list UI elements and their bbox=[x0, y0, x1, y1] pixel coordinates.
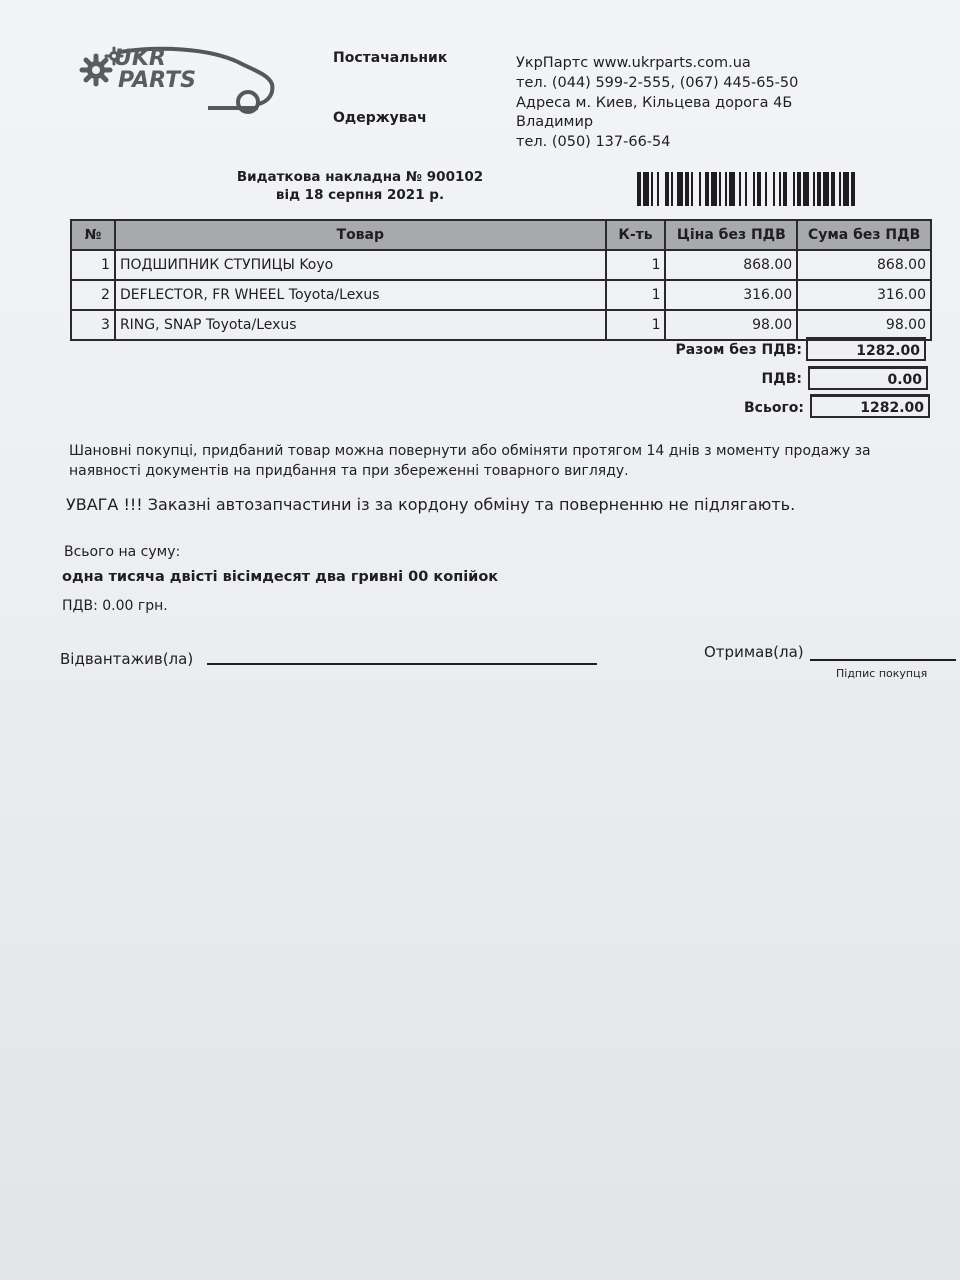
barcode-bar bbox=[719, 172, 721, 206]
barcode-bar bbox=[773, 172, 775, 206]
vat-value: 0.00 bbox=[808, 366, 928, 390]
subtotal-label: Разом без ПДВ: bbox=[675, 342, 802, 358]
recipient-line: Владимир bbox=[516, 114, 594, 130]
barcode-bar bbox=[657, 172, 659, 206]
barcode-bar bbox=[745, 172, 747, 206]
barcode-bar bbox=[823, 172, 829, 206]
row-qty: 1 bbox=[606, 280, 666, 310]
barcode-bar bbox=[783, 172, 787, 206]
col-header-price: Ціна без ПДВ bbox=[665, 220, 797, 250]
supplier-line: Адреса м. Киев, Кільцева дорога 4Б bbox=[516, 95, 793, 111]
barcode-bar bbox=[671, 172, 673, 206]
barcode-bar bbox=[813, 172, 815, 206]
logo-text-bottom: PARTS bbox=[118, 68, 196, 93]
row-item: ПОДШИПНИК СТУПИЦЫ Koyo bbox=[115, 250, 606, 280]
table-row bbox=[71, 310, 931, 340]
sum-label: Всього на суму: bbox=[64, 544, 181, 560]
col-header-number: № bbox=[71, 220, 115, 250]
barcode-bar bbox=[793, 172, 795, 206]
invoice-title: Видаткова накладна № 900102 bbox=[236, 169, 484, 185]
row-price: 316.00 bbox=[665, 280, 797, 310]
total-value: 1282.00 bbox=[810, 394, 930, 418]
recipient-line: тел. (050) 137-66-54 bbox=[516, 134, 671, 150]
vat-label: ПДВ: bbox=[761, 371, 802, 387]
row-sum: 98.00 bbox=[797, 310, 931, 340]
recipient-label: Одержувач bbox=[333, 110, 427, 126]
subtotal-value: 1282.00 bbox=[806, 337, 926, 361]
barcode-bar bbox=[637, 172, 641, 206]
sum-words: одна тисяча двісті вісімдесят два гривні 00 копійок bbox=[62, 569, 499, 585]
barcode-bar bbox=[691, 172, 693, 206]
supplier-line: тел. (044) 599-2-555, (067) 445-65-50 bbox=[516, 75, 799, 91]
barcode-bar bbox=[851, 172, 855, 206]
buyer-signature-caption: Підпис покупця bbox=[836, 667, 928, 680]
barcode-bar bbox=[831, 172, 835, 206]
row-price: 868.00 bbox=[665, 250, 797, 280]
returns-note: Шановні покупці, придбаний товар можна повернути або обміняти протягом 14 днів з моменту продажу за наявності документів на придбання та при збереженні товарного вигляду. bbox=[69, 443, 871, 479]
row-item: DEFLECTOR, FR WHEEL Toyota/Lexus bbox=[115, 280, 606, 310]
table-row bbox=[71, 280, 931, 310]
items-table bbox=[70, 219, 932, 341]
col-header-sum: Сума без ПДВ bbox=[797, 220, 931, 250]
barcode-bar bbox=[711, 172, 717, 206]
recipient-info bbox=[516, 112, 671, 152]
barcode-bar bbox=[725, 172, 727, 206]
barcode-bar bbox=[817, 172, 821, 206]
barcode-bar bbox=[803, 172, 809, 206]
row-number: 2 bbox=[71, 280, 115, 310]
received-signature-line bbox=[810, 659, 956, 661]
invoice-date: від 18 серпня 2021 р. bbox=[275, 187, 445, 203]
table-header-row bbox=[71, 220, 931, 250]
shipped-label: Відвантажив(ла) bbox=[60, 650, 194, 668]
barcode-bar bbox=[757, 172, 761, 206]
row-sum: 868.00 bbox=[797, 250, 931, 280]
row-qty: 1 bbox=[606, 250, 666, 280]
barcode-bar bbox=[705, 172, 709, 206]
ukrparts-logo bbox=[78, 42, 278, 118]
barcode-bar bbox=[843, 172, 849, 206]
shipped-signature-line bbox=[207, 663, 597, 665]
barcode-bar bbox=[699, 172, 701, 206]
row-number: 1 bbox=[71, 250, 115, 280]
received-label: Отримав(ла) bbox=[704, 643, 804, 661]
barcode-bar bbox=[643, 172, 649, 206]
barcode-bar bbox=[753, 172, 755, 206]
barcode-bar bbox=[765, 172, 767, 206]
barcode-bar bbox=[779, 172, 781, 206]
barcode-bar bbox=[797, 172, 801, 206]
invoice-title-block bbox=[200, 168, 520, 204]
warning-note: УВАГА !!! Заказні автозапчастини із за кордону обміну та поверненню не підлягають. bbox=[66, 495, 796, 514]
barcode-bar bbox=[685, 172, 689, 206]
total-label: Всього: bbox=[744, 400, 804, 416]
barcode-bar bbox=[839, 172, 841, 206]
row-qty: 1 bbox=[606, 310, 666, 340]
col-header-qty: К-ть bbox=[606, 220, 666, 250]
row-number: 3 bbox=[71, 310, 115, 340]
supplier-info bbox=[516, 53, 798, 113]
barcode-bar bbox=[665, 172, 669, 206]
supplier-label: Постачальник bbox=[333, 50, 448, 66]
logo-text-top: UKR bbox=[114, 46, 166, 71]
row-item: RING, SNAP Toyota/Lexus bbox=[115, 310, 606, 340]
barcode-bar bbox=[651, 172, 653, 206]
barcode bbox=[637, 172, 925, 206]
vat-words: ПДВ: 0.00 грн. bbox=[62, 598, 168, 614]
barcode-bar bbox=[739, 172, 741, 206]
barcode-bar bbox=[677, 172, 683, 206]
supplier-line: УкрПартс www.ukrparts.com.ua bbox=[516, 55, 751, 71]
col-header-item: Товар bbox=[115, 220, 606, 250]
row-sum: 316.00 bbox=[797, 280, 931, 310]
table-row bbox=[71, 250, 931, 280]
barcode-bar bbox=[729, 172, 735, 206]
row-price: 98.00 bbox=[665, 310, 797, 340]
